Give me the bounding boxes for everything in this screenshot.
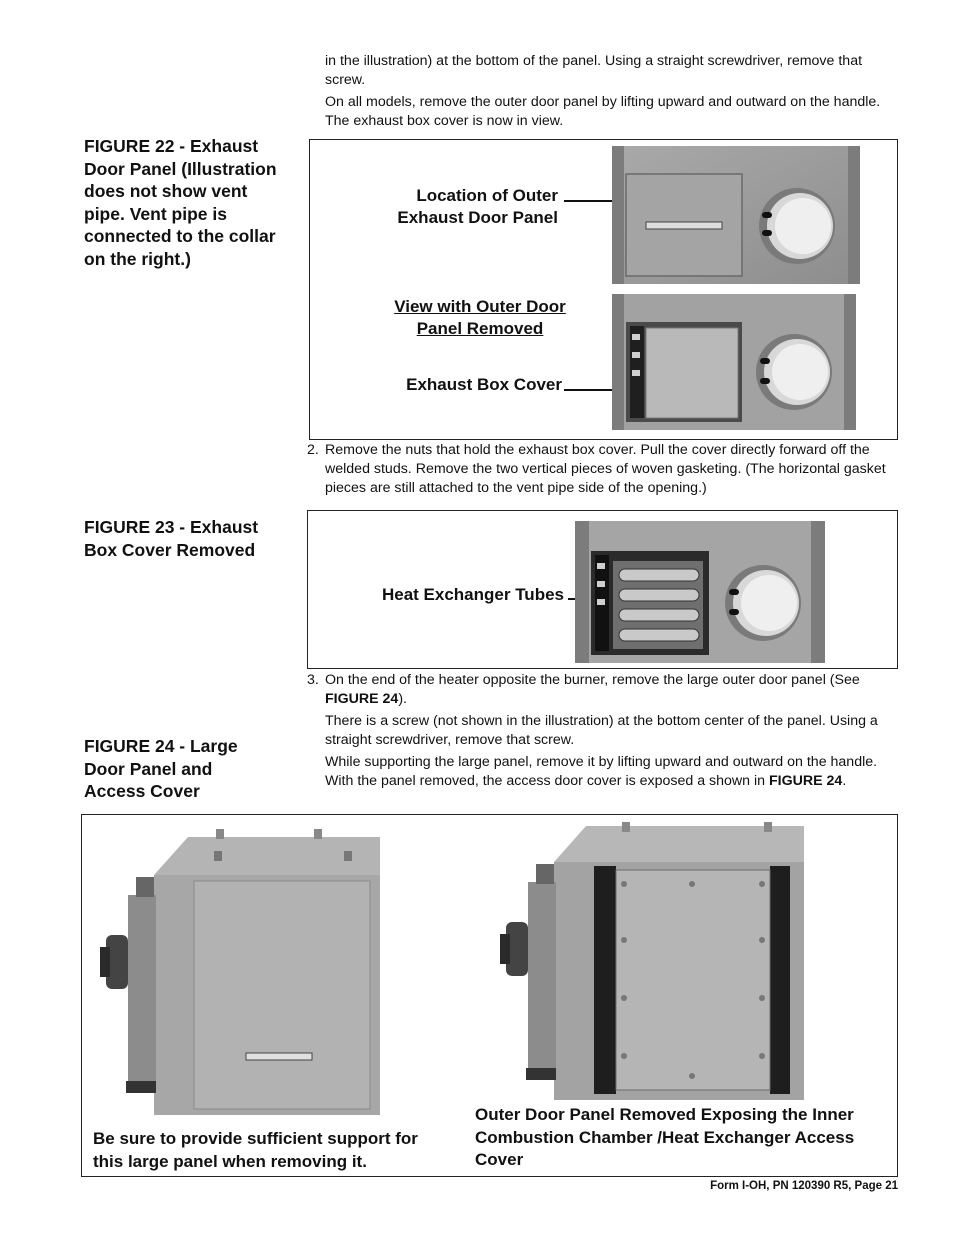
figure-24-caption: FIGURE 24 - Large Door Panel and Access Cover [84, 736, 238, 801]
page-footer: Form I-OH, PN 120390 R5, Page 21 [710, 1180, 898, 1192]
figure-22-caption: FIGURE 22 - Exhaust Door Panel (Illustration does not show vent pipe. Vent pipe is connected to the collar on the right.) [84, 136, 277, 269]
intro-paragraph-2: On all models, remove the outer door panel by lifting upward and outward on the handle. The exhaust box cover is now in view. [325, 94, 881, 129]
label-location-outer-exhaust-door-2: Exhaust Door Panel [397, 208, 558, 227]
step-3-number: 3. [307, 672, 319, 688]
step-3-figure-ref: FIGURE 24 [325, 691, 399, 707]
heat-exchanger-tubes-photo [575, 521, 825, 663]
step-3-text-b: ). [398, 691, 407, 707]
step-2-number: 2. [307, 442, 319, 458]
label-exhaust-box-cover: Exhaust Box Cover [406, 375, 562, 394]
exhaust-box-cover-photo [612, 294, 856, 430]
large-door-panel-photo [96, 825, 386, 1117]
label-heat-exchanger-tubes: Heat Exchanger Tubes [381, 585, 564, 604]
intro-paragraph-1: in the illustration) at the bottom of the panel. Using a straight screwdriver, remove that screw. [325, 53, 863, 88]
step-3-paragraph-3-ref: FIGURE 24 [769, 773, 843, 789]
label-location-outer-exhaust-door-1: Location of Outer [416, 186, 558, 205]
step-2-text: Remove the nuts that hold the exhaust box cover. Pull the cover directly forward off the welded studs. Remove the two vertical pieces of woven gasketing. (The horizontal gasket pieces are still attached to the vent pipe side of the opening.) [325, 442, 886, 496]
step-3-text-a: On the end of the heater opposite the burner, remove the large outer door panel (See [325, 672, 860, 688]
step-3-paragraph-3-b: . [842, 773, 847, 789]
access-cover-photo [496, 822, 808, 1102]
note-large-panel-support: Be sure to provide sufficient support for this large panel when removing it. [93, 1129, 418, 1171]
step-3-paragraph-3-a: While supporting the large panel, remove it by lifting upward and outward on the handle. With the panel removed, the access door cover is exposed a shown in [325, 754, 878, 789]
step-3-paragraph-2: There is a screw (not shown in the illustration) at the bottom center of the panel. Using a straight screwdriver, remove that screw. [325, 713, 878, 748]
figure-23-caption: FIGURE 23 - Exhaust Box Cover Removed [84, 517, 259, 560]
label-view-removed-2: Panel Removed [416, 319, 544, 338]
step-3-paragraph-3 [325, 753, 901, 791]
note-access-cover-exposed: Outer Door Panel Removed Exposing the Inner Combustion Chamber /Heat Exchanger Access Cover [475, 1105, 855, 1169]
label-view-removed-1: View with Outer Door [394, 297, 566, 316]
step-3-text [325, 671, 901, 709]
exhaust-door-panel-photo [612, 146, 860, 284]
